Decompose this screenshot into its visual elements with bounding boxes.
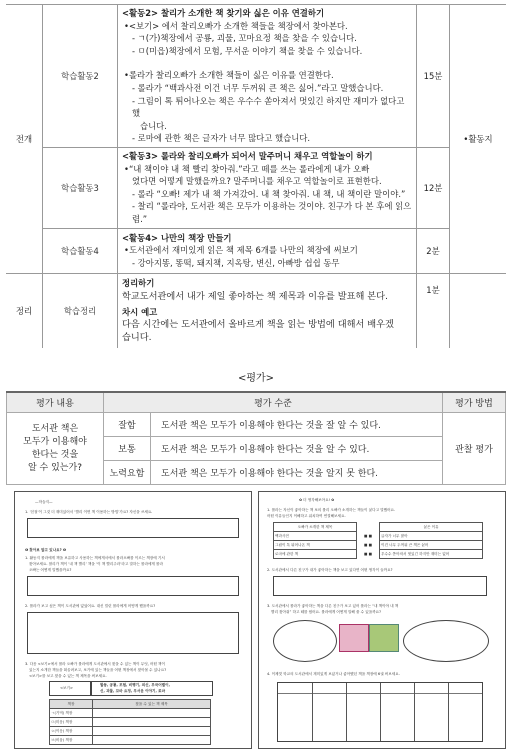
- worksheet-question: <보기>를 보고 찾을 수 있는 책 제목을 써보세요.: [29, 674, 107, 678]
- match-row: [274, 541, 483, 550]
- worksheet-question: 빨리 찾아줘” 하고 떼를 썼어요. 롤라에게 어떻게 말해 줄 수 있을까요?: [271, 610, 382, 614]
- bookshelf-name: ㅁ(미음) 책장: [50, 718, 93, 727]
- material-cell: •활동지: [450, 5, 507, 274]
- evaluation-method: 관찰 평가: [443, 413, 506, 485]
- worksheet-question: 오빠는 어떻게 말했을까요?: [29, 568, 72, 572]
- worksheet-question: 3. 다음 <보기>에서 롤라 오빠가 롤라에게 도서관에서 찾을 수 있는 책이 무엇, 어떤 책이: [25, 662, 166, 666]
- answer-box: [273, 576, 487, 596]
- worksheet-header: ✿ 더 생각해보아요! ✿: [299, 498, 335, 502]
- worksheet-question: 2. 롤라가 보고 싶은 책이 도서관에 없었어요. 대신 빌린 롤라에게 어떻게 했을까요?: [25, 604, 156, 608]
- worksheet-question: 4. 이제껏 학교의 도서관에서 재미있게 보았거나 좋아했던 책을 책장에 6권 써보세요.: [267, 672, 400, 676]
- content-line: - 강아지똥, 똥떡, 돼지책, 지옥탕, 변신, 아빠방 쉽쉽 동무: [132, 257, 340, 268]
- content-line: - 롤라 “오빠! 제가 내 책 가져갔어. 내 책 찾아줘. 내 책, 내 책이란 말이야.”: [132, 188, 406, 199]
- worksheet-page-right: [258, 491, 506, 749]
- evaluation-header-row: [7, 392, 506, 413]
- bookshelf-name: ㅇ(이응) 책장: [50, 727, 93, 736]
- time-cell: 15분: [417, 5, 450, 148]
- evaluation-row: [7, 413, 506, 437]
- question-line: 모두가 이용해야: [23, 436, 87, 447]
- activity-label: 학습활동2: [43, 5, 118, 148]
- bookshelf-name: ㅂ(비읍) 책장: [50, 736, 93, 745]
- lesson-plan-table: [6, 4, 506, 348]
- bookshelf-name: ㄱ(기역) 책장: [50, 709, 93, 718]
- content-line: - 로마에 관한 책은 글자가 너무 많다고 했습니다.: [132, 133, 311, 144]
- match-book: 그림이 톡 튀어나온 책: [274, 541, 357, 550]
- match-dots: ■ ■: [364, 552, 372, 556]
- bookshelf-blank: [93, 709, 211, 718]
- time-cell: 2분: [417, 228, 450, 273]
- match-gap: [357, 523, 380, 532]
- match-book: 백과사전: [274, 532, 357, 541]
- speech-bubble: [273, 620, 337, 662]
- bogi-words: 신, 괴물, 꼬마 요정, 무서운 이야기, 로마: [100, 689, 166, 693]
- bookshelf-header: 찾을 수 있는 책 제목: [93, 700, 211, 709]
- match-row: [274, 532, 483, 541]
- plan-row-activity2: [6, 5, 506, 148]
- activity-label: 학습활동3: [43, 148, 118, 229]
- match-row: [274, 550, 483, 559]
- plan-row-activity4: [6, 228, 506, 273]
- wrap-title: 정리하기: [122, 277, 155, 288]
- preview-line: 다음 시간에는 도서관에서 올바르게 책을 읽는 방법에 대해서 배우겠: [122, 319, 394, 331]
- bookshelf-row: [50, 736, 211, 745]
- evaluation-title: <평가>: [237, 373, 275, 384]
- question-line: 알 수 있는가?: [28, 462, 82, 473]
- match-book: 로마에 관한 책: [274, 550, 357, 559]
- lola-illustration-icon: [339, 624, 369, 652]
- question-line: 도서관 책은: [31, 423, 79, 434]
- bookshelf-row: [50, 718, 211, 727]
- bookshelf-header-row: [50, 700, 211, 709]
- material-cell-empty: [450, 273, 507, 348]
- bookshelf-row: [50, 709, 211, 718]
- activity-label: 학습정리: [43, 273, 118, 348]
- worksheet-question: 있는지 소개한 책들을 떠올려보고, 보기에 있는 책들을 어떤 책장에서 찾아볼 수 있나요?: [29, 668, 167, 672]
- header-method: 평가 방법: [443, 392, 506, 413]
- plan-row-activity3: [6, 148, 506, 229]
- activity-title: <활동3> 롤라와 찰리오빠가 되어서 말주머니 채우고 역할놀이 하기: [122, 151, 373, 161]
- content-line: - ㄱ(가)책장에서 공룡, 괴물, 꼬마요정 책을 찾을 수 있습니다.: [132, 33, 357, 44]
- evaluation-table: [6, 391, 506, 485]
- bookshelf-header: 책장: [50, 700, 93, 709]
- activity-title: <활동4> 나만의 책장 만들기: [122, 232, 232, 243]
- match-dots: ■ ■: [364, 543, 372, 547]
- header-level: 평가 수준: [104, 392, 443, 413]
- content-line: •“내 책이야 내 책 빨리 찾아줘.”라고 떼를 쓰는 롤라에게 내가 오빠: [124, 163, 370, 174]
- content-line: 습니다.: [140, 120, 167, 131]
- activity-content: [118, 5, 417, 148]
- bookshelf-blank: [93, 736, 211, 745]
- bogi-label: <보기>: [60, 686, 73, 690]
- wrap-line: 학교도서관에서 내가 제일 좋아하는 책 제목과 이유를 발표해 본다.: [122, 290, 388, 302]
- answer-box: [27, 518, 239, 538]
- match-header: 오빠가 소개한 책 제목: [274, 523, 357, 532]
- level-label: 노력요함: [104, 461, 151, 485]
- header-content: 평가 내용: [7, 392, 104, 413]
- match-dots: ■ ■: [364, 534, 372, 538]
- preview-line: 습니다.: [122, 332, 152, 344]
- worksheet-question: 1. 롤라는 자신이 좋아하는 책 보의 롤리 오빠가 소개하는 책들이 싫다고 말했어요.: [267, 508, 396, 512]
- level-label: 보통: [104, 437, 151, 461]
- match-reason: 이건 너무 두꺼워 큰 책은 싫어: [380, 541, 483, 550]
- spacer: [122, 57, 412, 69]
- level-criterion: 도서관 책은 모두가 이용해야 한다는 것을 알지 못 한다.: [151, 461, 443, 485]
- level-criterion: 도서관 책은 모두가 이용해야 한다는 것을 잘 알 수 있다.: [151, 413, 443, 437]
- content-line: •롤라가 찰리오빠가 소개한 책들이 싫은 이유를 연결한다.: [124, 70, 334, 81]
- activity-label: 학습활동4: [43, 228, 118, 273]
- content-line: - 찰리 “롤라야, 도서관 책은 모두가 이용하는 것이야. 친구가 다 본 후에 읽으렴.”: [132, 201, 412, 224]
- plan-row-wrap: [6, 273, 506, 348]
- match-reason: 글자가 너무 많아: [380, 532, 483, 541]
- content-line: •도서관에서 재미있게 읽은 책 제목 6개를 나만의 책장에 써보기: [124, 245, 358, 256]
- activity-content: [118, 228, 417, 273]
- bookshelf-grid: [277, 682, 483, 742]
- level-criterion: 도서관 책은 모두가 이용해야 한다는 것을 알 수 있다.: [151, 437, 443, 461]
- bookshelf-row: [50, 727, 211, 736]
- match-table: [273, 522, 483, 559]
- time-cell: 12분: [417, 148, 450, 229]
- answer-box: [27, 612, 239, 654]
- bogi-words: 할동, 공룡, 모험, 비행기, 외신, 무국어별이,: [100, 683, 170, 687]
- match-reason: 우수수 쏟아져서 멋있긴 하지만 재미는 없어: [380, 550, 483, 559]
- wrap-content: [118, 273, 417, 348]
- bookshelf-blank: [93, 718, 211, 727]
- question-line: 한다는 것을: [31, 449, 79, 460]
- worksheet-question: 1. 활동지 롤라에게 책을 보유하고 사용하는 책에게서에서 롤라오빠를 이르는 책장에 기서: [25, 556, 165, 560]
- answer-box: [27, 576, 239, 596]
- bookshelf-blank: [93, 727, 211, 736]
- bogi-label-box: [49, 681, 91, 696]
- worksheet-question: 3. 도서관에서 롤라가 좋아하는 책을 다른 친구가 보고 있어 롤라는 “내 책이야 내 책: [267, 604, 399, 608]
- charlie-illustration-icon: [369, 624, 399, 652]
- activity-title: <활동2> 찰리가 소개한 책 찾기와 싫은 이유 연결하기: [122, 8, 325, 19]
- stage-wrap-cell: 정리: [6, 273, 43, 348]
- content-line: - 그림이 톡 튀어나오는 책은 우수수 쏟아져서 멋있긴 하지만 재미가 없다고 했: [132, 95, 405, 119]
- worksheet-question: 찾아보세요. 찰리가 책이 ‘내 책 빨리’ 책을 ‘이 책 빨리주라’라고 말하는 롤라에게 롤라: [29, 562, 163, 566]
- content-line: •<보기> 에서 찰리오빠가 소개한 책들을 책장에서 찾아본다.: [124, 20, 348, 31]
- time-cell: 1분: [417, 273, 450, 348]
- worksheet-header: —학습지—: [35, 500, 53, 504]
- content-line: 였다면 어떻게 말했을까요? 말주머니를 채우고 역할놀이로 표현한다.: [132, 176, 382, 187]
- bookshelf-table: [49, 699, 211, 745]
- worksheet-page-left: [14, 491, 252, 749]
- level-label: 잘함: [104, 413, 151, 437]
- worksheet-question: 1. '친절'이 그것 더 재미있어서 ‘빨리 이면 책 이용하는 방법’가요? 자신을 쓰세요.: [25, 510, 153, 514]
- speech-bubble: [403, 620, 489, 662]
- worksheet-question: 2. 도서관에서 다른 친구가 내가 좋아하는 책을 보고 있다면 어떤 생각이 들까요?: [267, 568, 393, 572]
- worksheet-question: 어떤 이유들인지 이해하고 위치하여 연결해보세요.: [267, 514, 346, 518]
- worksheet-section-title: ❶ 찾아보 알고 있나요? ❶: [25, 548, 66, 552]
- stage-develop-cell: 전개: [6, 5, 43, 274]
- activity-content: [118, 148, 417, 229]
- match-header: 싫은 이유: [380, 523, 483, 532]
- preview-title: 차시 예고: [122, 306, 158, 317]
- content-line: - ㅁ(미읍)책장에서 모험, 무서운 이야기 책을 찾을 수 있습니다.: [132, 45, 363, 56]
- bogi-word-box: [91, 681, 213, 696]
- evaluation-question: [7, 413, 104, 485]
- match-header-row: [274, 523, 483, 532]
- content-line: - 롤라가 “백과사전 이건 너무 두꺼워 큰 책은 싫어.”라고 말했습니다.: [132, 83, 384, 93]
